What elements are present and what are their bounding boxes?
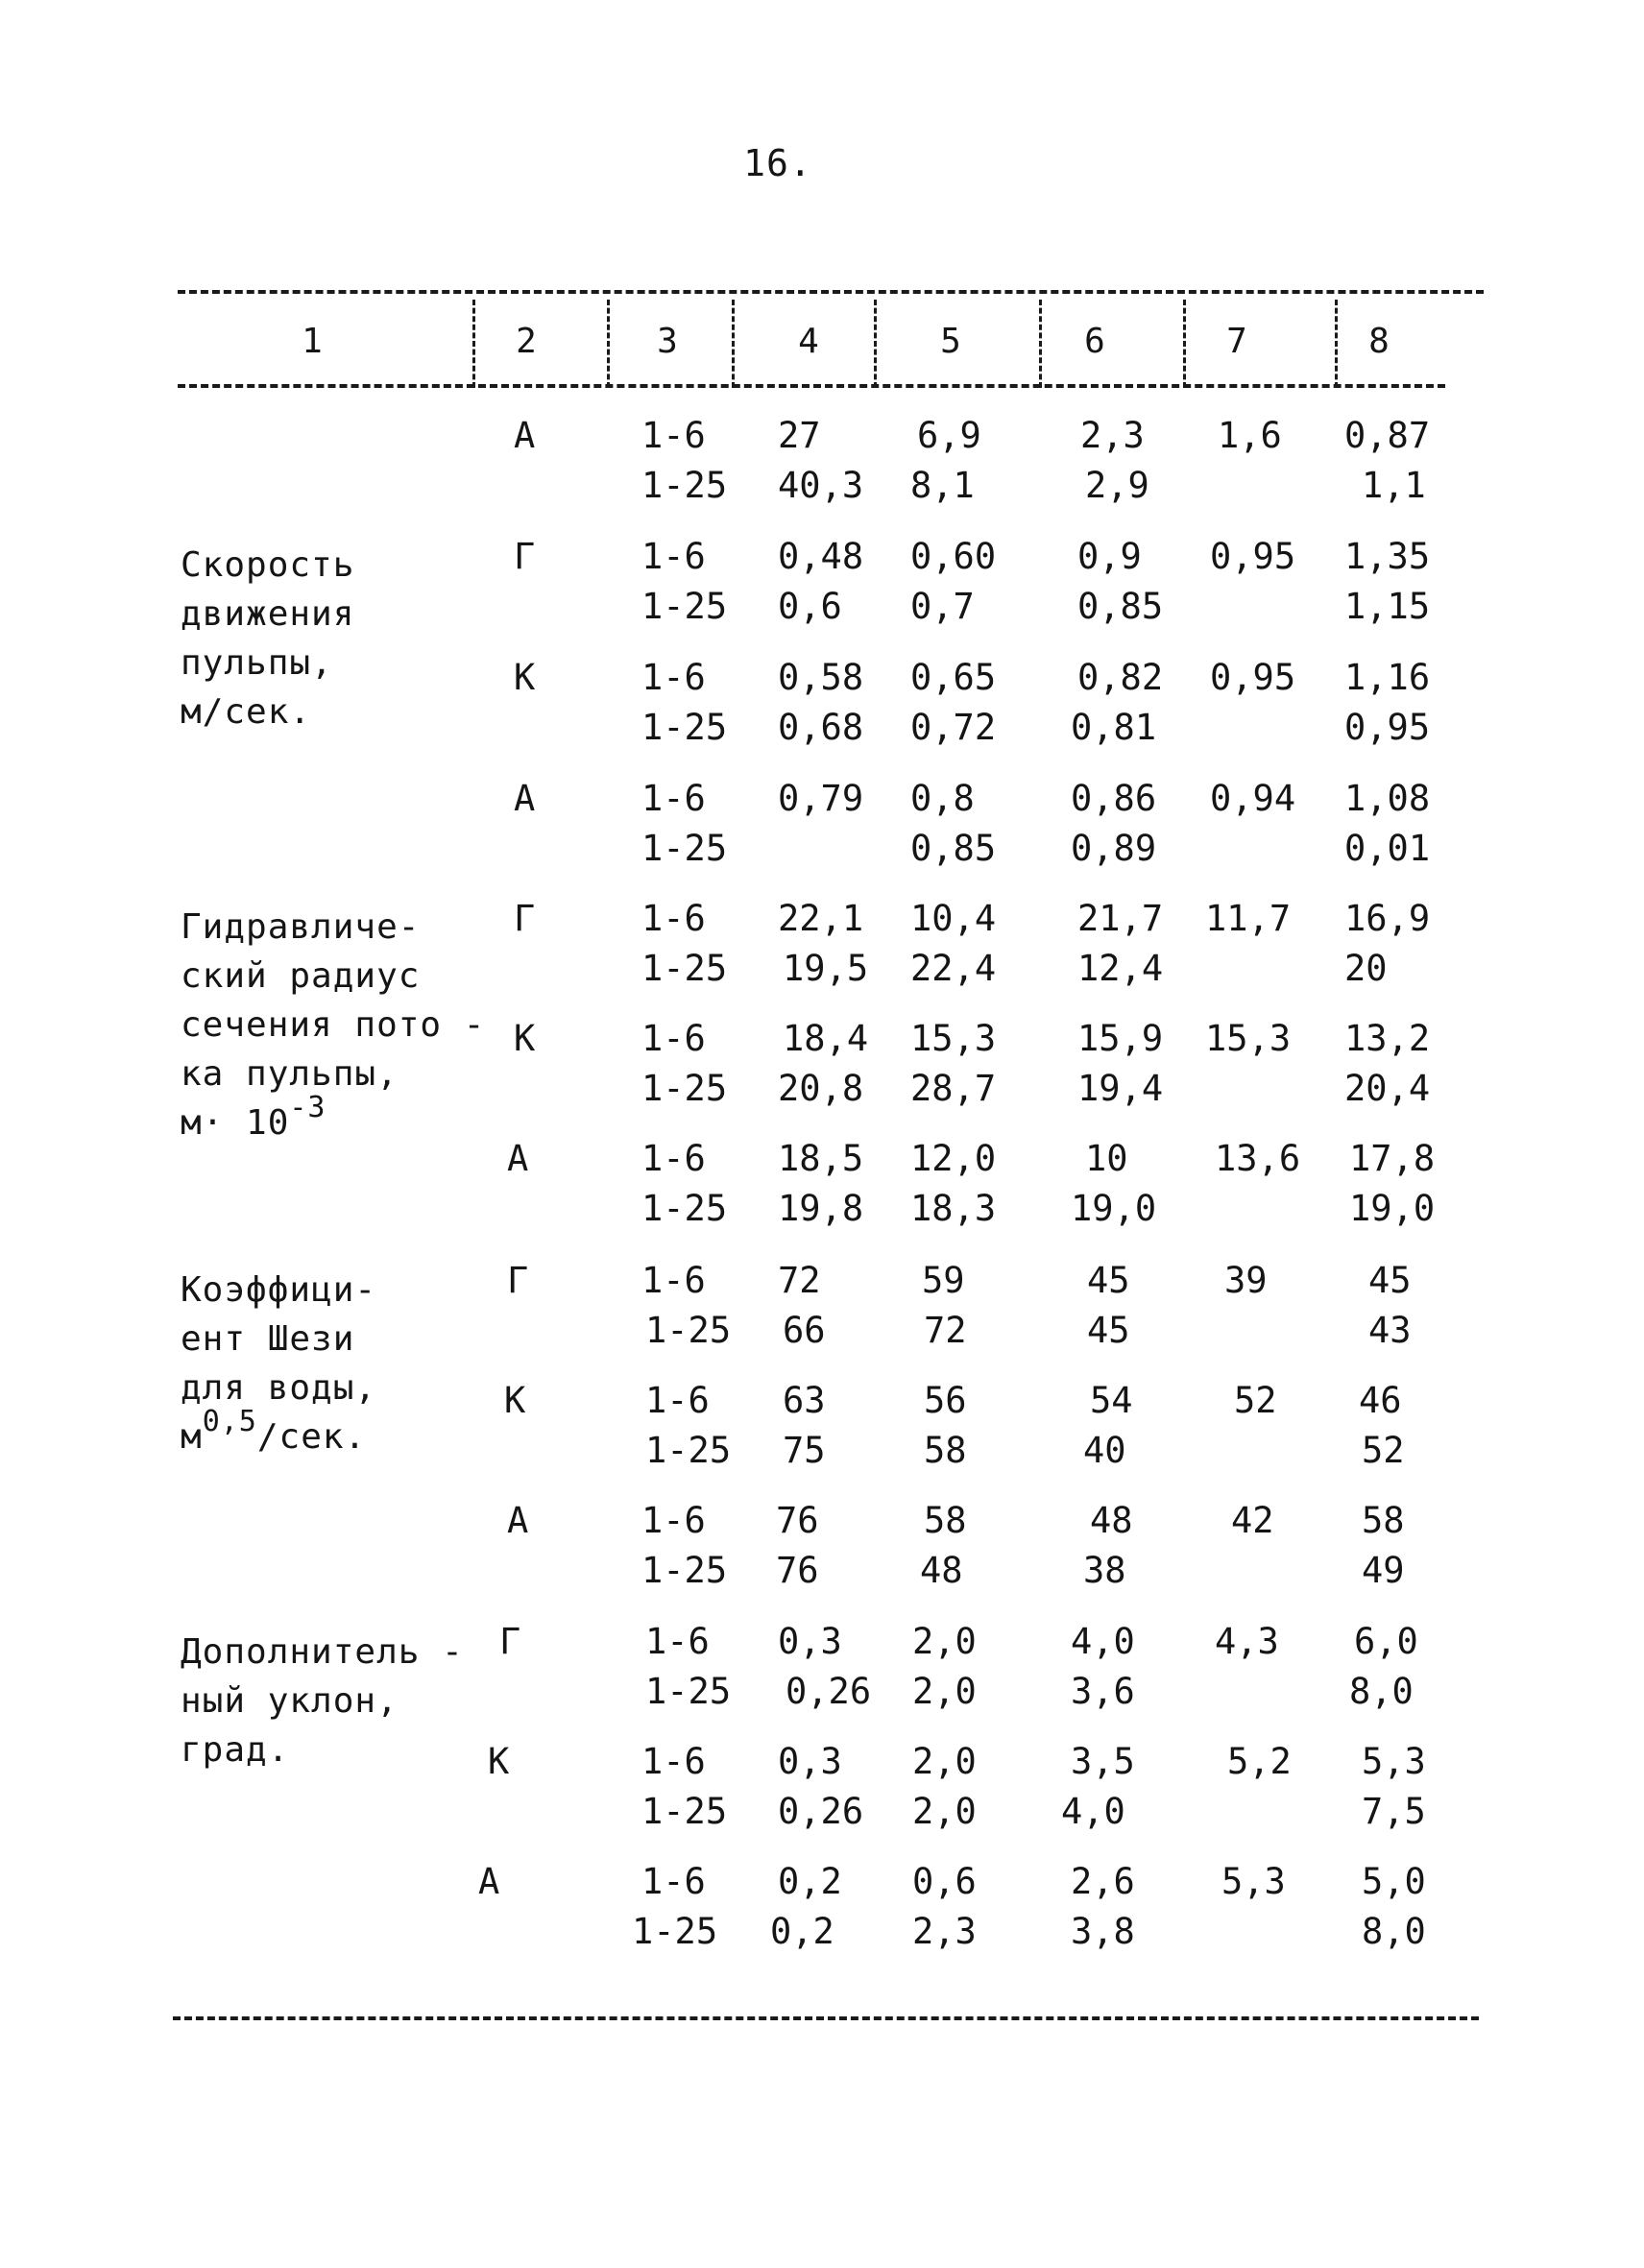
value-cell: 0,26 (778, 1791, 864, 1832)
value-cell: 12,0 (910, 1138, 997, 1179)
value-cell: 0,26 (786, 1671, 872, 1712)
grade-cell: Г (507, 1260, 529, 1301)
value-cell: 75 (783, 1430, 826, 1471)
range-cell: 1-6 (641, 1260, 706, 1301)
value-cell: 43 (1368, 1310, 1412, 1351)
value-cell: 0,2 (778, 1861, 842, 1902)
header-bottom-rule (178, 384, 1445, 388)
parameter-label-additional-slope: Дополнитель - ный уклон, град. (181, 1632, 464, 1770)
range-cell: 1-25 (632, 1911, 718, 1952)
value-cell: 0,2 (770, 1911, 834, 1952)
value-cell: 3,8 (1071, 1911, 1135, 1952)
value-cell: 0,9 (1077, 536, 1142, 577)
table-row (0, 1500, 1644, 1615)
value-cell: 8,1 (910, 465, 975, 506)
value-cell: 0,72 (910, 707, 997, 748)
value-cell: 40 (1083, 1430, 1126, 1471)
grade-cell: К (514, 657, 536, 698)
column-header-4: 4 (798, 322, 819, 361)
value-cell: 1,15 (1344, 586, 1431, 627)
value-cell: 2,0 (912, 1671, 977, 1712)
grade-cell: А (514, 778, 536, 819)
value-cell: 0,95 (1344, 707, 1431, 748)
value-cell: 45 (1087, 1310, 1130, 1351)
value-cell: 2,3 (1080, 415, 1145, 456)
value-cell: 0,48 (778, 536, 864, 577)
value-cell: 0,68 (778, 707, 864, 748)
value-cell: 0,82 (1077, 657, 1164, 698)
table-row (0, 778, 1644, 893)
value-cell: 18,5 (778, 1138, 864, 1179)
column-separator (1039, 300, 1042, 388)
value-cell: 5,2 (1227, 1741, 1292, 1782)
grade-cell: Г (514, 898, 536, 939)
value-cell: 63 (783, 1380, 826, 1421)
value-cell: 19,0 (1349, 1188, 1436, 1229)
range-cell: 1-25 (645, 1310, 732, 1351)
table-row (0, 1621, 1644, 1736)
range-cell: 1-6 (641, 1500, 706, 1541)
value-cell: 0,01 (1344, 828, 1431, 869)
value-cell: 1,35 (1344, 536, 1431, 577)
value-cell: 0,58 (778, 657, 864, 698)
value-cell: 19,4 (1077, 1068, 1164, 1109)
grade-cell: К (514, 1018, 536, 1059)
value-cell: 2,6 (1071, 1861, 1135, 1902)
value-cell: 58 (924, 1430, 967, 1471)
value-cell: 3,6 (1071, 1671, 1135, 1712)
range-cell: 1-25 (641, 465, 728, 506)
value-cell: 3,5 (1071, 1741, 1135, 1782)
value-cell: 45 (1368, 1260, 1412, 1301)
column-header-1: 1 (302, 322, 323, 361)
value-cell: 52 (1362, 1430, 1405, 1471)
column-header-2: 2 (516, 322, 537, 361)
value-cell: 49 (1362, 1550, 1405, 1591)
grade-cell: А (478, 1861, 500, 1902)
value-cell: 5,3 (1221, 1861, 1286, 1902)
value-cell: 6,0 (1354, 1621, 1418, 1662)
column-separator (607, 300, 610, 388)
value-cell: 28,7 (910, 1068, 997, 1109)
value-cell: 0,6 (778, 586, 842, 627)
range-cell: 1-6 (645, 1380, 710, 1421)
value-cell: 15,3 (910, 1018, 997, 1059)
value-cell: 19,0 (1071, 1188, 1157, 1229)
value-cell: 76 (776, 1500, 819, 1541)
range-cell: 1-25 (641, 1550, 728, 1591)
range-cell: 1-6 (641, 536, 706, 577)
parameter-label-velocity: Скорость движения пульпы, м/сек. (181, 545, 355, 732)
range-cell: 1-25 (641, 1188, 728, 1229)
parameter-label-chezy-coefficient: Коэффици- ент Шези для воды, $м^{0,5}$/сек. (181, 1270, 377, 1457)
grade-cell: К (488, 1741, 510, 1782)
grade-cell: А (514, 415, 536, 456)
value-cell: 0,8 (910, 778, 975, 819)
value-cell: 0,81 (1071, 707, 1157, 748)
value-cell: 0,60 (910, 536, 997, 577)
value-cell: 15,3 (1205, 1018, 1292, 1059)
value-cell: 46 (1359, 1380, 1402, 1421)
value-cell: 1,1 (1362, 465, 1426, 506)
column-header-6: 6 (1084, 322, 1105, 361)
value-cell: 0,7 (910, 586, 975, 627)
top-rule (178, 290, 1484, 294)
value-cell: 40,3 (778, 465, 864, 506)
range-cell: 1-25 (641, 1068, 728, 1109)
value-cell: 20 (1344, 948, 1388, 989)
value-cell: 16,9 (1344, 898, 1431, 939)
value-cell: 17,8 (1349, 1138, 1436, 1179)
value-cell: 18,3 (910, 1188, 997, 1229)
value-cell: 48 (920, 1550, 963, 1591)
column-separator (1335, 300, 1338, 388)
range-cell: 1-6 (641, 1138, 706, 1179)
value-cell: 21,7 (1077, 898, 1164, 939)
value-cell: 27 (778, 415, 821, 456)
value-cell: 58 (1362, 1500, 1405, 1541)
value-cell: 56 (924, 1380, 967, 1421)
value-cell: 0,95 (1210, 536, 1296, 577)
value-cell: 7,5 (1362, 1791, 1426, 1832)
value-cell: 1,08 (1344, 778, 1431, 819)
range-cell: 1-25 (641, 586, 728, 627)
value-cell: 15,9 (1077, 1018, 1164, 1059)
value-cell: 2,9 (1085, 465, 1149, 506)
value-cell: 19,5 (783, 948, 869, 989)
value-cell: 2,0 (912, 1791, 977, 1832)
table-row (0, 898, 1644, 1013)
value-cell: 5,3 (1362, 1741, 1426, 1782)
range-cell: 1-6 (641, 657, 706, 698)
range-cell: 1-25 (641, 948, 728, 989)
value-cell: 13,2 (1344, 1018, 1431, 1059)
range-cell: 1-6 (641, 898, 706, 939)
grade-cell: А (507, 1138, 529, 1179)
value-cell: 8,0 (1362, 1911, 1426, 1952)
value-cell: 59 (922, 1260, 965, 1301)
range-cell: 1-6 (645, 1621, 710, 1662)
grade-cell: Г (514, 536, 536, 577)
value-cell: 4,0 (1071, 1621, 1135, 1662)
range-cell: 1-25 (641, 1791, 728, 1832)
grade-cell: Г (499, 1621, 521, 1662)
range-cell: 1-6 (641, 1741, 706, 1782)
column-header-8: 8 (1368, 322, 1390, 361)
value-cell: 0,94 (1210, 778, 1296, 819)
parameter-label-hydraulic-radius: Гидравличе- ский радиус сечения пото - ка пульпы, $м\cdot 10^{-3}$ (181, 907, 486, 1143)
value-cell: 39 (1224, 1260, 1268, 1301)
value-cell: 0,3 (778, 1741, 842, 1782)
range-cell: 1-25 (645, 1430, 732, 1471)
value-cell: 20,4 (1344, 1068, 1431, 1109)
table-row (0, 1861, 1644, 1976)
value-cell: 66 (783, 1310, 826, 1351)
value-cell: 48 (1090, 1500, 1133, 1541)
range-cell: 1-25 (645, 1671, 732, 1712)
value-cell: 42 (1231, 1500, 1274, 1541)
table-row (0, 657, 1644, 772)
column-separator (472, 300, 475, 388)
value-cell: 58 (924, 1500, 967, 1541)
range-cell: 1-6 (641, 1861, 706, 1902)
value-cell: 72 (924, 1310, 967, 1351)
range-cell: 1-6 (641, 1018, 706, 1059)
column-separator (732, 300, 735, 388)
value-cell: 13,6 (1215, 1138, 1301, 1179)
value-cell: 6,9 (917, 415, 981, 456)
grade-cell: К (504, 1380, 526, 1421)
table-row (0, 1741, 1644, 1856)
value-cell: 0,3 (778, 1621, 842, 1662)
value-cell: 0,79 (778, 778, 864, 819)
table-row (0, 415, 1644, 530)
value-cell: 0,65 (910, 657, 997, 698)
page-number: 16. (743, 142, 812, 184)
column-header-7: 7 (1226, 322, 1247, 361)
value-cell: 18,4 (783, 1018, 869, 1059)
value-cell: 0,6 (912, 1861, 977, 1902)
value-cell: 8,0 (1349, 1671, 1414, 1712)
column-header-5: 5 (940, 322, 961, 361)
table-row (0, 1138, 1644, 1253)
value-cell: 1,16 (1344, 657, 1431, 698)
value-cell: 22,4 (910, 948, 997, 989)
table-row (0, 536, 1644, 651)
table-row (0, 1380, 1644, 1495)
value-cell: 45 (1087, 1260, 1130, 1301)
value-cell: 2,3 (912, 1911, 977, 1952)
value-cell: 12,4 (1077, 948, 1164, 989)
value-cell: 4,3 (1215, 1621, 1279, 1662)
table-row (0, 1018, 1644, 1133)
value-cell: 10 (1085, 1138, 1128, 1179)
column-header-3: 3 (657, 322, 678, 361)
value-cell: 2,0 (912, 1621, 977, 1662)
value-cell: 0,87 (1344, 415, 1431, 456)
value-cell: 0,85 (1077, 586, 1164, 627)
value-cell: 19,8 (778, 1188, 864, 1229)
bottom-rule (173, 2016, 1479, 2020)
range-cell: 1-6 (641, 415, 706, 456)
value-cell: 10,4 (910, 898, 997, 939)
range-cell: 1-25 (641, 707, 728, 748)
value-cell: 11,7 (1205, 898, 1292, 939)
table-row (0, 1260, 1644, 1375)
value-cell: 0,85 (910, 828, 997, 869)
range-cell: 1-6 (641, 778, 706, 819)
value-cell: 4,0 (1061, 1791, 1125, 1832)
value-cell: 38 (1083, 1550, 1126, 1591)
value-cell: 5,0 (1362, 1861, 1426, 1902)
range-cell: 1-25 (641, 828, 728, 869)
value-cell: 76 (776, 1550, 819, 1591)
column-separator (1183, 300, 1186, 388)
value-cell: 0,95 (1210, 657, 1296, 698)
value-cell: 2,0 (912, 1741, 977, 1782)
value-cell: 0,89 (1071, 828, 1157, 869)
column-separator (874, 300, 877, 388)
grade-cell: А (507, 1500, 529, 1541)
value-cell: 72 (778, 1260, 821, 1301)
value-cell: 1,6 (1218, 415, 1282, 456)
value-cell: 52 (1234, 1380, 1277, 1421)
value-cell: 0,86 (1071, 778, 1157, 819)
value-cell: 54 (1090, 1380, 1133, 1421)
value-cell: 22,1 (778, 898, 864, 939)
value-cell: 20,8 (778, 1068, 864, 1109)
